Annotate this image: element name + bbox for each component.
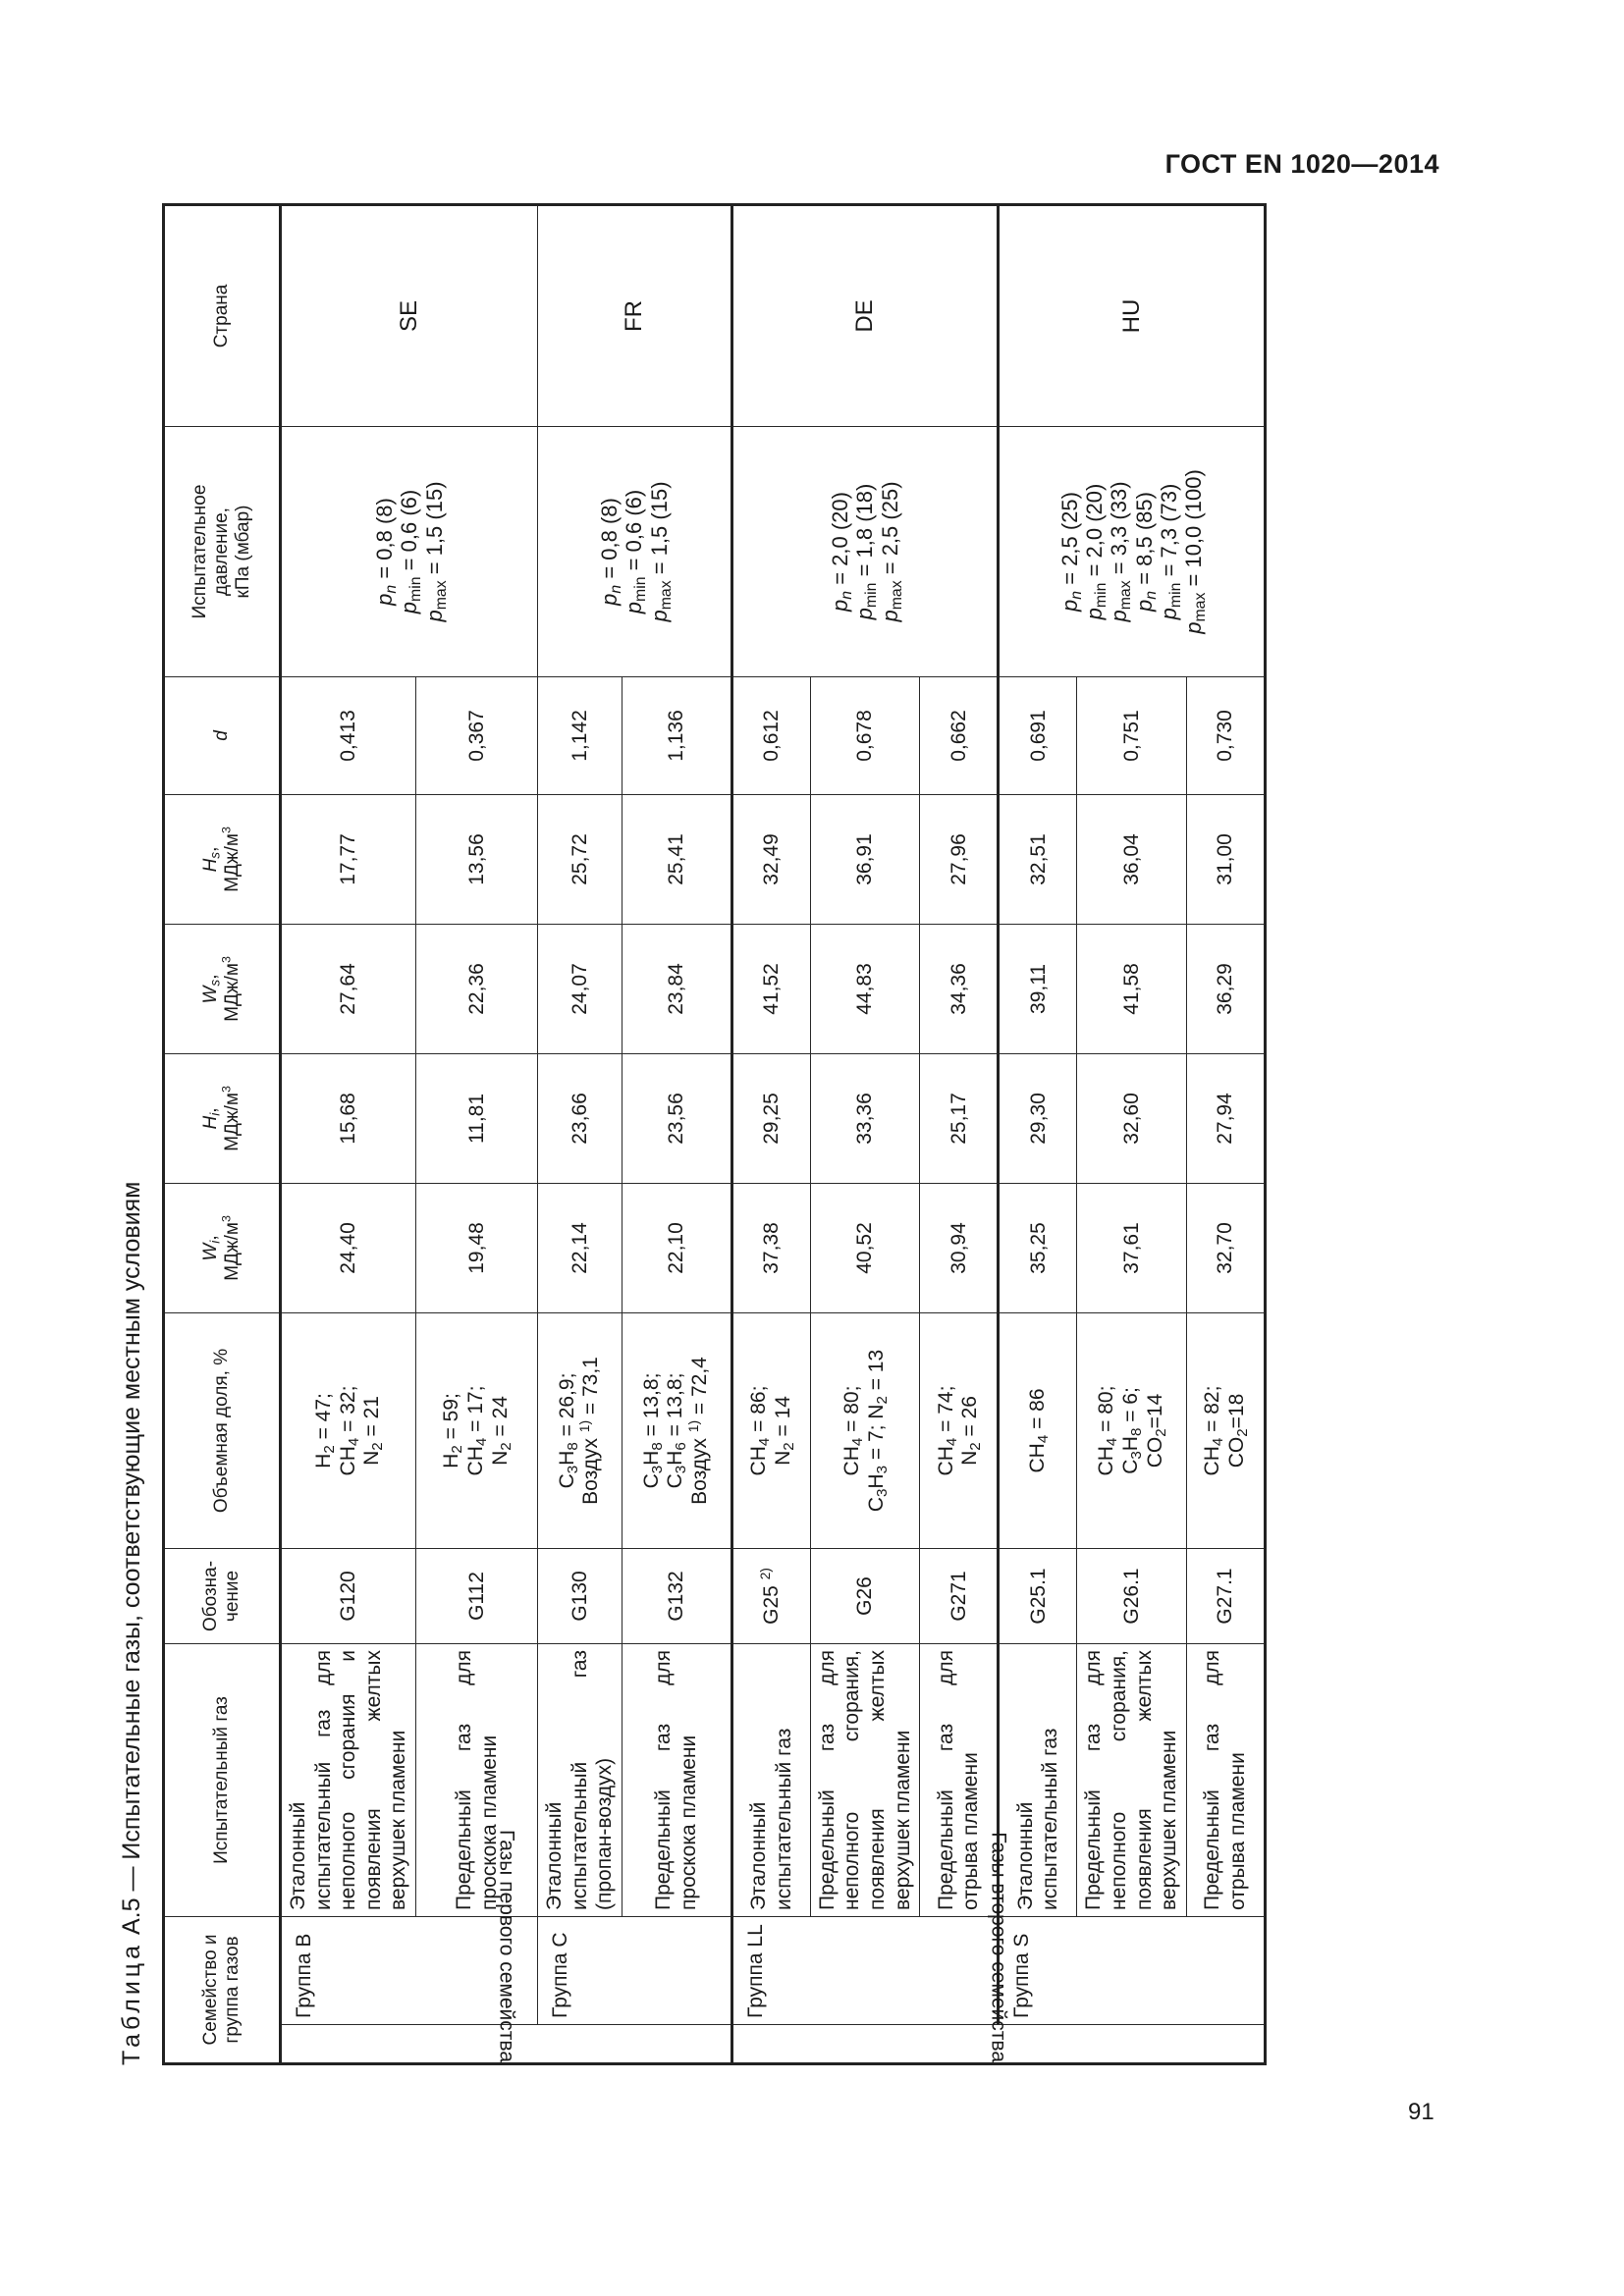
col-volume-header: Объемная доля, % <box>164 1312 281 1548</box>
hs-cell: 32,51 <box>999 794 1077 924</box>
ws-cell: 24,07 <box>538 924 623 1053</box>
designation-cell: G130 <box>538 1548 623 1643</box>
country-cell: HU <box>999 204 1265 426</box>
table-row <box>281 204 416 2063</box>
col-ws-header: $W_s$, МДж/$м^3$ <box>164 924 281 1053</box>
gas-cell: Предельный газ для неполного сгорания, появления желтых верхушек пламени <box>810 1643 919 1916</box>
group-cell: Группа S <box>999 1916 1265 2024</box>
gas-cell: Эталонный испытательный газ (пропан-воздух) <box>538 1643 623 1916</box>
pressure-line: $p_{max} = 1,5$ (15) <box>421 481 450 622</box>
fraction-cell <box>281 1312 416 1548</box>
hi-cell: 29,25 <box>731 1053 810 1183</box>
pressure-line: $p_{max} = 3,3$ (33) <box>1107 481 1135 622</box>
d-cell: 1,136 <box>622 676 731 794</box>
table-row <box>731 204 810 2063</box>
col-wi-header: $W_i$, МДж/$м^3$ <box>164 1183 281 1312</box>
fraction-line: $N_2 = 24$ <box>488 1396 514 1466</box>
wi-cell: 22,10 <box>622 1183 731 1312</box>
d-cell: 0,413 <box>281 676 416 794</box>
d-cell: 0,367 <box>416 676 538 794</box>
col-country-header: Страна <box>164 204 281 426</box>
designation-cell: G120 <box>281 1548 416 1643</box>
pressure-line: $p_{max} = 10,0$ (100) <box>1181 469 1210 634</box>
hs-cell: 25,72 <box>538 794 623 924</box>
fraction-line: $CO_2=14$ <box>1143 1393 1169 1468</box>
fraction-line: $C_3H_8 = 13,8$; <box>639 1372 666 1489</box>
hs-cell: 25,41 <box>622 794 731 924</box>
ws-cell: 34,36 <box>920 924 999 1053</box>
hi-cell: 23,66 <box>538 1053 623 1183</box>
fraction-line: $CO_2=18$ <box>1224 1393 1251 1468</box>
country-cell: SE <box>281 204 538 426</box>
wi-cell: 22,14 <box>538 1183 623 1312</box>
ws-cell: 41,58 <box>1077 924 1186 1053</box>
gas-cell: Предельный газ для проскока пламени <box>416 1643 538 1916</box>
d-cell: 0,662 <box>920 676 999 794</box>
caption-prefix: Таблица <box>118 1941 145 2065</box>
ws-cell: 39,11 <box>999 924 1077 1053</box>
table-row <box>999 204 1077 2063</box>
group-cell: Группа LL <box>731 1916 998 2024</box>
hs-cell: 17,77 <box>281 794 416 924</box>
pressure-line: $p_n = 0,8$ (8) <box>372 498 401 606</box>
hs-cell: 31,00 <box>1186 794 1265 924</box>
designation-cell: G25.1 <box>999 1548 1077 1643</box>
ws-cell: 22,36 <box>416 924 538 1053</box>
pressure-line: $p_n = 0,8$ (8) <box>597 498 624 606</box>
ws-cell: 23,84 <box>622 924 731 1053</box>
wi-cell: 40,52 <box>810 1183 919 1312</box>
table-caption <box>110 188 153 2073</box>
designation-text: G25 <box>760 1585 784 1625</box>
fraction-cell <box>538 1312 623 1548</box>
pressure-line: $p_{max} = 1,5$ (15) <box>646 481 675 622</box>
col-pressure-header: Испытательное давление, кПа (мбар) <box>164 426 281 676</box>
wi-cell: 19,48 <box>416 1183 538 1312</box>
hi-cell: 25,17 <box>920 1053 999 1183</box>
fraction-line: $N_2 = 26$ <box>958 1396 985 1466</box>
hi-cell: 32,60 <box>1077 1053 1186 1183</box>
fraction-cell <box>622 1312 731 1548</box>
family-label: Газы первого семейства <box>495 1830 518 2062</box>
fraction-line: $C_3H_3 = 7$; $N_2 = 13$ <box>865 1349 891 1513</box>
header-row <box>164 204 281 2063</box>
fraction-cell <box>999 1312 1077 1548</box>
fraction-line: Воздух $^{1)}$ = 72,4 <box>686 1357 712 1505</box>
family-label: Газы второго семейства <box>987 1832 1010 2062</box>
ws-cell: 36,29 <box>1186 924 1265 1053</box>
hi-cell: 29,30 <box>999 1053 1077 1183</box>
d-cell: 0,691 <box>999 676 1077 794</box>
fraction-line: $H_2 = 47$; <box>311 1393 338 1468</box>
pressure-line: $p_n = 2,5$ (25) <box>1056 492 1085 612</box>
pressure-line: $p_{min} = 2,0$ (20) <box>1081 483 1110 620</box>
caption-text: А.5 — Испытательные газы, соответствующие местным условиям <box>118 1181 145 1942</box>
designation-cell: G271 <box>920 1548 999 1643</box>
hs-cell: 13,56 <box>416 794 538 924</box>
country-cell: DE <box>731 204 998 426</box>
gas-cell: Предельный газ для проскока пламени <box>622 1643 731 1916</box>
fraction-line: $CH_4 = 74$; <box>934 1385 960 1476</box>
d-cell: 0,612 <box>731 676 810 794</box>
hs-cell: 27,96 <box>920 794 999 924</box>
group-cell: Группа B <box>281 1916 538 2024</box>
pressure-line: $p_{min} = 0,6$ (6) <box>622 489 650 614</box>
document-header: ГОСТ EN 1020—2014 <box>1164 149 1439 179</box>
hi-cell: 27,94 <box>1186 1053 1265 1183</box>
col-gas-header: Испытательный газ <box>164 1643 281 1916</box>
pressure-line: $p_{min} = 0,6$ (6) <box>397 489 425 614</box>
d-cell: 0,730 <box>1186 676 1265 794</box>
pressure-cell-hu <box>999 426 1265 676</box>
wi-cell: 24,40 <box>281 1183 416 1312</box>
gas-cell: Предельный газ для отрыва пламени <box>920 1643 999 1916</box>
d-cell: 0,678 <box>810 676 919 794</box>
fraction-line: Воздух $^{1)}$ = 73,1 <box>577 1357 603 1505</box>
pressure-line: $p_{min} = 1,8$ (18) <box>852 483 881 620</box>
fraction-line: $CH_4 = 82$; <box>1200 1385 1226 1476</box>
d-cell: 1,142 <box>538 676 623 794</box>
wi-cell: 35,25 <box>999 1183 1077 1312</box>
col-family-header: Семейство и группа газов <box>164 1916 281 2063</box>
test-gases-table <box>162 203 1267 2065</box>
wi-cell: 37,38 <box>731 1183 810 1312</box>
fraction-cell <box>1186 1312 1265 1548</box>
pressure-cell-se <box>281 426 538 676</box>
fraction-line: $CH_4 = 32$; <box>336 1385 362 1476</box>
pressure-line: $p_n = 2,0$ (20) <box>828 492 856 612</box>
gas-cell: Предельный газ для неполного сгорания, появления желтых верхушек пламени <box>1077 1643 1186 1916</box>
gas-cell: Эталонный испытательный газ <box>731 1643 810 1916</box>
fraction-line: $CH_4 = 17$; <box>464 1385 490 1476</box>
pressure-line: $p_{max} = 2,5$ (25) <box>877 481 905 622</box>
pressure-cell-de <box>731 426 998 676</box>
wi-cell: 37,61 <box>1077 1183 1186 1312</box>
fraction-line: $CH_4 = 86$ <box>1025 1388 1052 1473</box>
designation-cell <box>731 1548 810 1643</box>
designation-cell: G132 <box>622 1548 731 1643</box>
col-designation-header: Обозна- чение <box>164 1548 281 1643</box>
gas-cell: Эталонный испытательный газ для неполного сгорания и появления желтых верхушек пламени <box>281 1643 416 1916</box>
hi-cell: 33,36 <box>810 1053 919 1183</box>
pressure-line: $p_{min} = 7,3$ (73) <box>1156 483 1184 620</box>
group-cell: Группа C <box>538 1916 732 2024</box>
gas-cell: Эталонный испытательный газ <box>999 1643 1077 1916</box>
ws-cell: 27,64 <box>281 924 416 1053</box>
fraction-line: $N_2 = 21$ <box>360 1396 387 1466</box>
ws-cell: 44,83 <box>810 924 919 1053</box>
fraction-line: $CH_4 = 80$; <box>840 1385 867 1476</box>
fraction-cell <box>920 1312 999 1548</box>
table-row <box>538 204 623 2063</box>
hs-cell: 36,91 <box>810 794 919 924</box>
pressure-line: $p_n = 8,5$ (85) <box>1131 492 1160 612</box>
designation-cell: G26.1 <box>1077 1548 1186 1643</box>
fraction-cell <box>416 1312 538 1548</box>
hs-cell: 36,04 <box>1077 794 1186 924</box>
ws-cell: 41,52 <box>731 924 810 1053</box>
d-cell: 0,751 <box>1077 676 1186 794</box>
footnote-ref: 2) <box>757 1568 773 1580</box>
fraction-line: $CH_4 = 80$; <box>1095 1385 1121 1476</box>
hs-cell: 32,49 <box>731 794 810 924</box>
hi-cell: 11,81 <box>416 1053 538 1183</box>
fraction-line: $C_3H_6 = 13,8$; <box>664 1372 690 1489</box>
fraction-cell <box>810 1312 919 1548</box>
fraction-line: $H_2 = 59$; <box>440 1393 466 1468</box>
fraction-cell <box>1077 1312 1186 1548</box>
hi-cell: 23,56 <box>622 1053 731 1183</box>
page-number: 91 <box>1408 2099 1435 2125</box>
rotated-table-block <box>110 188 1251 2073</box>
col-hi-header: $H_i$, МДж/$м^3$ <box>164 1053 281 1183</box>
fraction-line: $C_3H_8 = 26,9$; <box>555 1372 581 1489</box>
col-hs-header: $H_s$, МДж/$м^3$ <box>164 794 281 924</box>
hi-cell: 15,68 <box>281 1053 416 1183</box>
fraction-cell <box>731 1312 810 1548</box>
pressure-cell-fr <box>538 426 732 676</box>
gas-cell: Предельный газ для отрыва пламени <box>1186 1643 1265 1916</box>
designation-cell: G112 <box>416 1548 538 1643</box>
designation-cell: G27.1 <box>1186 1548 1265 1643</box>
fraction-line: $CH_4 = 86$; <box>747 1385 773 1476</box>
fraction-line: $C_3H_8 = 6$; <box>1119 1387 1145 1474</box>
fraction-line: $N_2 = 14$ <box>771 1396 797 1466</box>
designation-cell: G26 <box>810 1548 919 1643</box>
col-d-header: d <box>164 676 281 794</box>
wi-cell: 32,70 <box>1186 1183 1265 1312</box>
country-cell: FR <box>538 204 732 426</box>
wi-cell: 30,94 <box>920 1183 999 1312</box>
